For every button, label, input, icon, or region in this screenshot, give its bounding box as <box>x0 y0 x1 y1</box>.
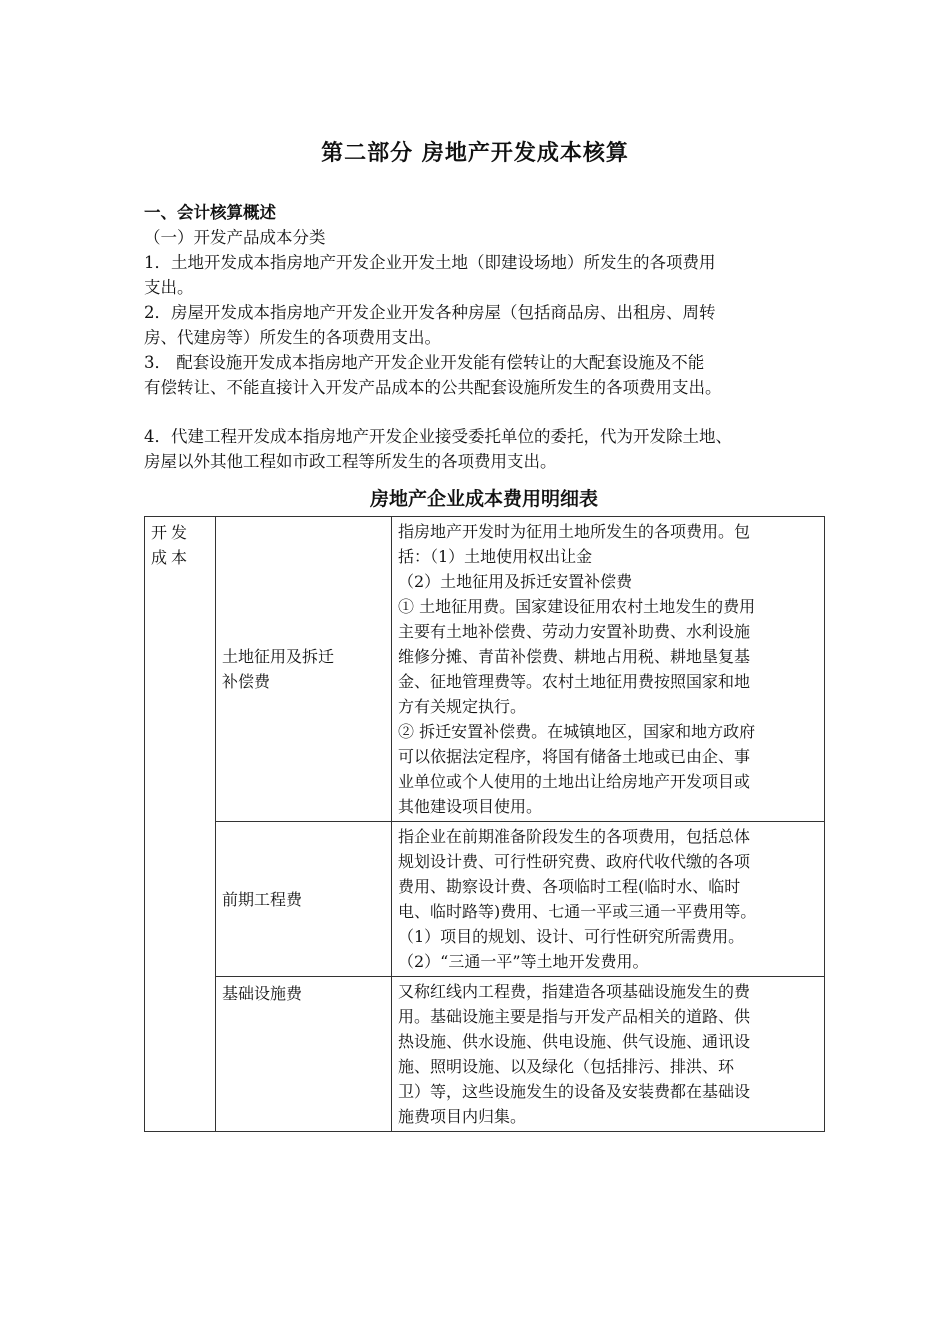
description-line: 规划设计费、可行性研究费、政府代收代缴的各项 <box>398 852 751 871</box>
table-row <box>145 822 825 977</box>
document-body <box>144 200 824 1132</box>
description-line: 费用、勘察设计费、各项临时工程(临时水、临时 <box>398 877 741 896</box>
item-name-line: 补偿费 <box>222 672 271 691</box>
item-name-cell <box>216 822 392 977</box>
category-line: 成本 <box>151 548 192 567</box>
description-line: 主要有土地补偿费、劳动力安置补助费、水利设施 <box>398 622 751 641</box>
description-line: 又称红线内工程费，指建造各项基础设施发生的费 <box>398 982 751 1001</box>
description-line: 括：（1）土地使用权出让金 <box>398 547 593 566</box>
description-line: 卫）等，这些设施发生的设备及安装费都在基础设 <box>398 1082 751 1101</box>
description-line: 维修分摊、青苗补偿费、耕地占用税、耕地垦复基 <box>398 647 751 666</box>
description-line: 指企业在前期准备阶段发生的各项费用，包括总体 <box>398 827 751 846</box>
item-name-cell <box>216 977 392 1132</box>
description-line: 指房地产开发时为征用土地所发生的各项费用。包 <box>398 522 751 541</box>
paragraph-1-line-2: 支出。 <box>144 278 194 297</box>
paragraph-4-line-1: 4．代建工程开发成本指房地产开发企业接受委托单位的委托，代为开发除土地、 <box>144 427 732 446</box>
paragraph-4-line-2: 房屋以外其他工程如市政工程等所发生的各项费用支出。 <box>144 452 557 471</box>
category-cell <box>145 517 216 1132</box>
cost-detail-table <box>144 516 825 1132</box>
description-line: 其他建设项目使用。 <box>398 797 543 816</box>
description-line: 业单位或个人使用的土地出让给房地产开发项目或 <box>398 772 751 791</box>
item-description-cell <box>392 517 825 822</box>
section-subheading: （一）开发产品成本分类 <box>144 228 326 247</box>
paragraph-2-line-1: 2．房屋开发成本指房地产开发企业开发各种房屋（包括商品房、出租房、周转 <box>144 303 716 322</box>
description-line: 方有关规定执行。 <box>398 697 527 716</box>
description-line: ① 土地征用费。国家建设征用农村土地发生的费用 <box>398 597 756 616</box>
category-line: 开发 <box>151 523 192 542</box>
item-name-line: 前期工程费 <box>222 889 303 909</box>
section-heading: 一、会计核算概述 <box>144 203 276 222</box>
item-description-cell <box>392 822 825 977</box>
table-row <box>145 517 825 822</box>
description-line: 施、照明设施、以及绿化（包括排污、排洪、环 <box>398 1057 735 1076</box>
description-line: 可以依据法定程序，将国有储备土地或已由企、事 <box>398 747 751 766</box>
description-line: ② 拆迁安置补偿费。在城镇地区，国家和地方政府 <box>398 722 756 741</box>
table-row <box>145 977 825 1132</box>
item-description-cell <box>392 977 825 1132</box>
paragraph-3-line-1: 3． 配套设施开发成本指房地产开发企业开发能有偿转让的大配套设施及不能 <box>144 353 705 372</box>
description-line: 施费项目内归集。 <box>398 1107 527 1126</box>
item-name-line: 基础设施费 <box>222 984 303 1003</box>
description-line: 电、临时路等)费用、七通一平或三通一平费用等。 <box>398 902 757 921</box>
description-line: 用。基础设施主要是指与开发产品相关的道路、供 <box>398 1007 751 1026</box>
paragraph-gap <box>144 400 824 424</box>
table-title: 房地产企业成本费用明细表 <box>369 488 598 510</box>
paragraph-3-line-2: 有偿转让、不能直接计入开发产品成本的公共配套设施所发生的各项费用支出。 <box>144 378 722 397</box>
description-line: （2）“三通一平”等土地开发费用。 <box>398 952 649 971</box>
description-line: 热设施、供水设施、供电设施、供气设施、通讯设 <box>398 1032 751 1051</box>
paragraph-1-line-1: 1．土地开发成本指房地产开发企业开发土地（即建设场地）所发生的各项费用 <box>144 253 716 272</box>
page-title: 第二部分 房地产开发成本核算 <box>321 140 629 166</box>
description-line: 金、征地管理费等。农村土地征用费按照国家和地 <box>398 672 751 691</box>
item-name-cell <box>216 517 392 822</box>
description-line: （1）项目的规划、设计、可行性研究所需费用。 <box>398 927 745 946</box>
paragraph-2-line-2: 房、代建房等）所发生的各项费用支出。 <box>144 328 441 347</box>
item-name-line: 土地征用及拆迁 <box>222 647 335 666</box>
description-line: （2）土地征用及拆迁安置补偿费 <box>398 572 633 591</box>
